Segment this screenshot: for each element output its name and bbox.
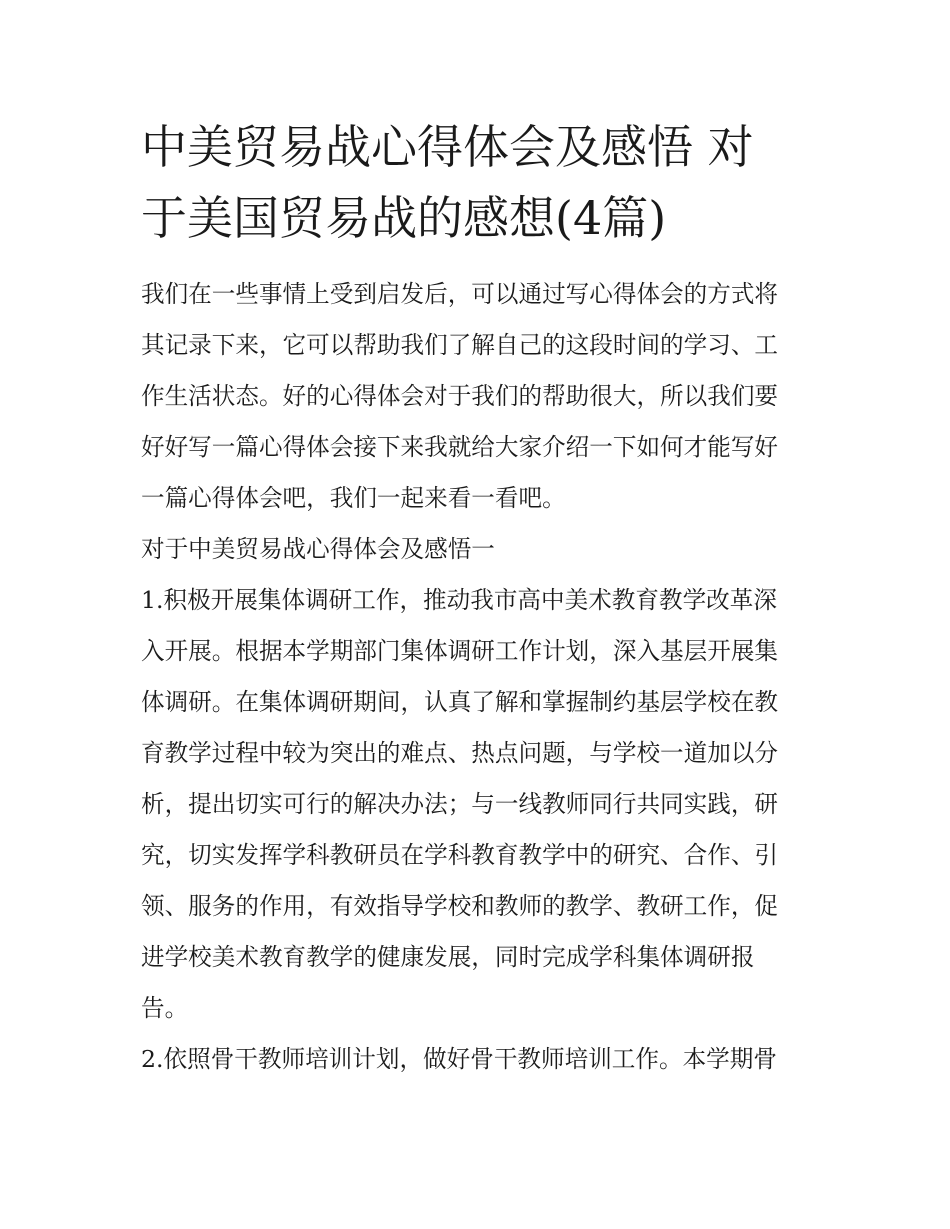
list-item-1 [141,575,821,1034]
text-line: 好好写一篇心得体会接下来我就给大家介绍一下如何才能写好 [141,433,779,461]
intro-paragraph [141,269,821,524]
text-line: 1.积极开展集体调研工作，推动我市高中美术教育教学改革深 [141,586,777,614]
title-line: 中美贸易战心得体会及感悟 对 [141,120,754,174]
text-line: 领、服务的作用，有效指导学校和教师的教学、教研工作，促 [141,892,779,920]
text-line: 对于中美贸易战心得体会及感悟一 [141,535,495,563]
text-line: 一篇心得体会吧，我们一起来看一看吧。 [141,484,566,512]
section-heading [141,524,821,575]
text-line: 入开展。根据本学期部门集体调研工作计划，深入基层开展集 [141,637,779,665]
text-line: 作生活状态。好的心得体会对于我们的帮助很大，所以我们要 [141,382,779,410]
text-line: 体调研。在集体调研期间，认真了解和掌握制约基层学校在教 [141,688,779,716]
text-line: 育教学过程中较为突出的难点、热点问题，与学校一道加以分 [141,739,779,767]
text-line: 进学校美术教育教学的健康发展，同时完成学科集体调研报 [141,943,755,971]
title-line: 于美国贸易战的感想(4篇) [141,191,667,245]
text-line: 我们在一些事情上受到启发后，可以通过写心得体会的方式将 [141,280,779,308]
text-line: 告。 [141,994,189,1022]
text-line: 2.依照骨干教师培训计划，做好骨干教师培训工作。本学期骨 [141,1045,777,1073]
list-item-2 [141,1034,821,1085]
text-line: 析，提出切实可行的解决办法；与一线教师同行共同实践，研 [141,790,779,818]
text-line: 其记录下来，它可以帮助我们了解自己的这段时间的学习、工 [141,331,779,359]
text-line: 究，切实发挥学科教研员在学科教育教学中的研究、合作、引 [141,841,779,869]
document-content [141,112,821,1085]
document-title [141,112,821,254]
